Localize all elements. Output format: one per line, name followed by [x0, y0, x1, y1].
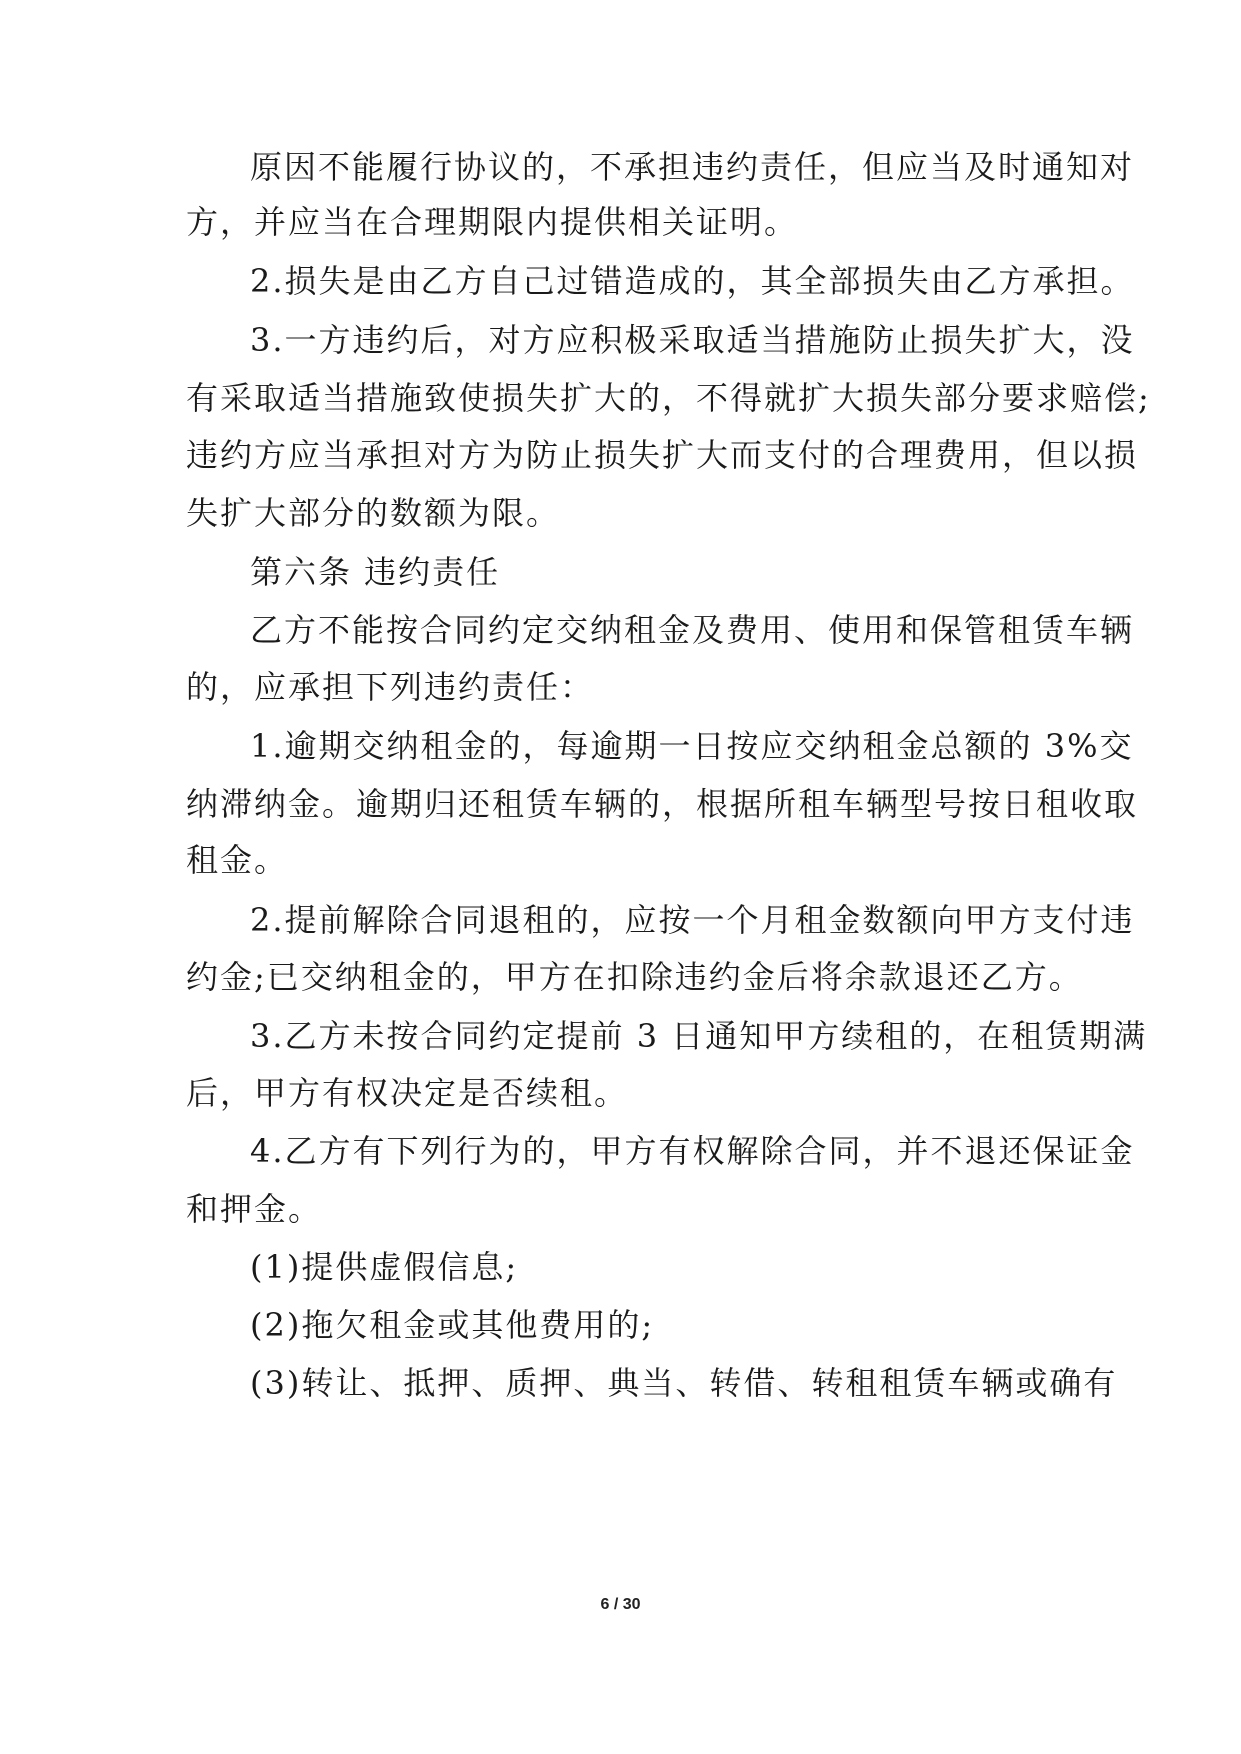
paragraph-line: 违约方应当承担对方为防止损失扩大而支付的合理费用，但以损	[186, 436, 1139, 474]
list-item: (2)拖欠租金或其他费用的;	[250, 1306, 655, 1344]
paragraph-line: 4.乙方有下列行为的，甲方有权解除合同，并不退还保证金	[250, 1132, 1135, 1170]
paragraph-line: 2.提前解除合同退租的，应按一个月租金数额向甲方支付违	[250, 901, 1135, 939]
list-item: (1)提供虚假信息;	[250, 1248, 519, 1286]
paragraph-line: 后，甲方有权决定是否续租。	[186, 1074, 629, 1112]
section-heading: 第六条 违约责任	[250, 553, 501, 591]
paragraph-line: 纳滞纳金。逾期归还租赁车辆的，根据所租车辆型号按日租收取	[186, 785, 1139, 823]
paragraph-line: 原因不能履行协议的，不承担违约责任，但应当及时通知对	[250, 148, 1135, 186]
paragraph-line: 2.损失是由乙方自己过错造成的，其全部损失由乙方承担。	[250, 262, 1135, 300]
paragraph-line: 3.一方违约后，对方应积极采取适当措施防止损失扩大，没	[250, 321, 1135, 359]
page-number: 6 / 30	[600, 1596, 641, 1613]
paragraph-line: 3.乙方未按合同约定提前 3 日通知甲方续租的，在租赁期满	[250, 1017, 1148, 1055]
paragraph-line: 约金;已交纳租金的，甲方在扣除违约金后将余款退还乙方。	[186, 958, 1083, 996]
paragraph-line: 1.逾期交纳租金的，每逾期一日按应交纳租金总额的 3%交	[250, 727, 1134, 765]
paragraph-line: 和押金。	[186, 1190, 323, 1228]
list-item: (3)转让、抵押、质押、典当、转借、转租租赁车辆或确有	[250, 1364, 1118, 1402]
paragraph-line: 方，并应当在合理期限内提供相关证明。	[186, 203, 799, 241]
paragraph-line: 租金。	[186, 841, 289, 879]
paragraph-line: 失扩大部分的数额为限。	[186, 494, 561, 532]
paragraph-line: 有采取适当措施致使损失扩大的，不得就扩大损失部分要求赔偿;	[186, 379, 1151, 417]
paragraph-line: 乙方不能按合同约定交纳租金及费用、使用和保管租赁车辆	[250, 611, 1135, 649]
paragraph-line: 的，应承担下列违约责任：	[186, 668, 595, 706]
